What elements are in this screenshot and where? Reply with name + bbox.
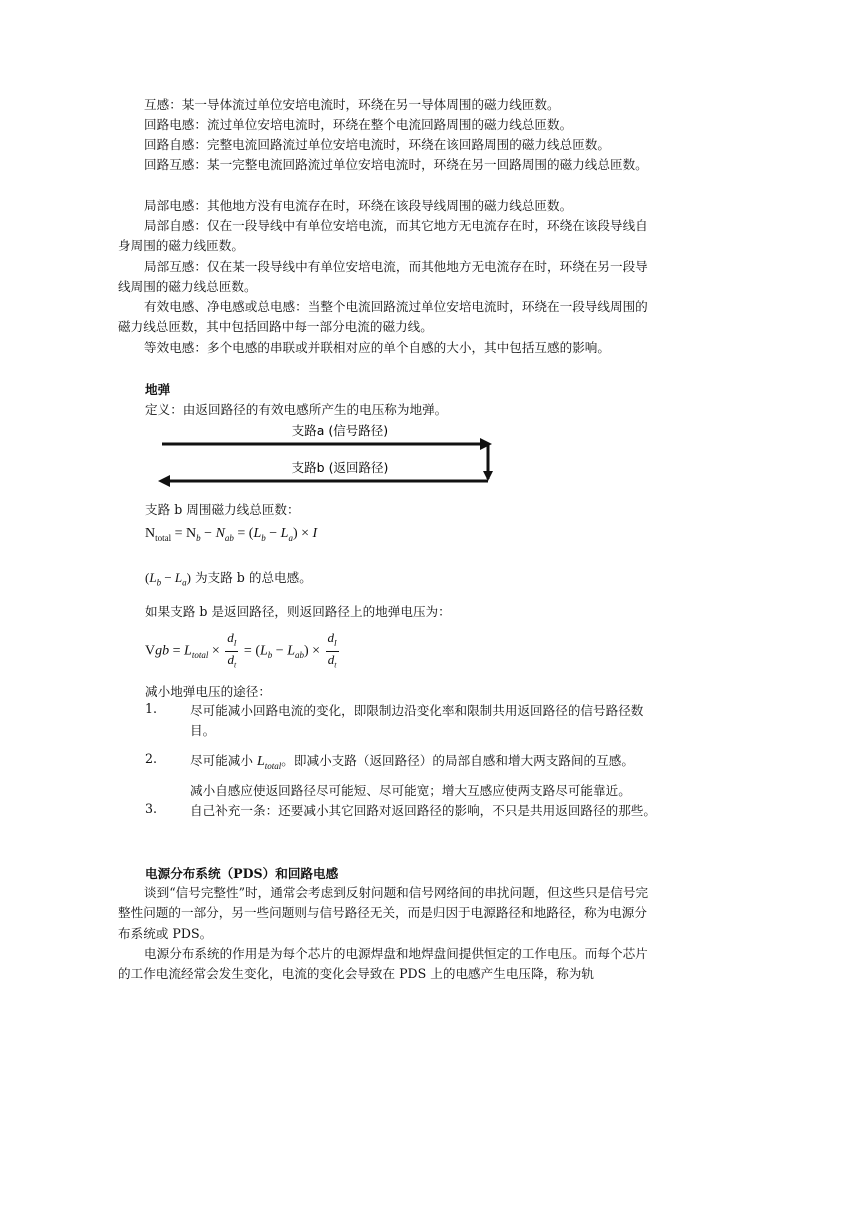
list-item-number: 1. <box>145 701 158 716</box>
list-item-text: 减小自感应使返回路径尽可能短、尽可能宽；增大互感应使两支路尽可能靠近。 <box>190 783 631 798</box>
definition-loop-mutual-inductance: 回路互感：某一完整电流回路流过单位安培电流时，环绕在另一回路周围的磁力线总匝数。 <box>144 157 648 172</box>
branch-b-label: 支路b (返回路径) <box>291 460 389 475</box>
branch-diagram-svg <box>150 415 500 490</box>
equation-ground-bounce-voltage: Vgb = $L_{total}$ × $\frac{d_I}{d_t}$ = $(L_b - L_{ab})$ × $\frac{d_I}{d_t}$ <box>145 630 337 670</box>
section-heading-pds: 电源分布系统（PDS）和回路电感 <box>145 866 339 881</box>
branch-a-arrowhead <box>480 438 492 450</box>
definition-partial-inductance: 局部电感：其他地方没有电流存在时，环绕在该段导线周围的磁力线总匝数。 <box>144 198 573 213</box>
list-item-number: 2. <box>145 751 158 766</box>
definition-partial-self-inductance: 局部自感：仅在一段导线中有单位安培电流，而其它地方无电流存在时，环绕在该段导线自身周围的磁力线匝数。 <box>118 218 648 254</box>
list-item-number: 3. <box>145 801 158 816</box>
branch-a-label: 支路a (信号路径) <box>291 423 389 438</box>
list-item-text: 尽可能减小回路电流的变化，即限制边沿变化率和限制共用返回路径的信号路径数目。 <box>190 703 644 739</box>
definition-loop-self-inductance: 回路自感：完整电流回路流过单位安培电流时，环绕在该回路周围的磁力线总匝数。 <box>144 137 610 152</box>
pds-paragraph: 电源分布系统的作用是为每个芯片的电源焊盘和地焊盘间提供恒定的工作电压。而每个芯片的工作电流经常会发生变化，电流的变化会导致在 PDS 上的电感产生电压降，称为轨 <box>118 946 648 982</box>
definition-effective-inductance: 有效电感、净电感或总电感：当整个电流回路流过单位安培电流时，环绕在一段导线周围的磁力线总匝数，其中包括回路中每一部分电流的磁力线。 <box>118 299 648 335</box>
ground-bounce-definition: 定义：由返回路径的有效电感所产生的电压称为地弹。 <box>145 402 448 417</box>
definition-mutual-inductance: 互感：某一导体流过单位安培电流时，环绕在另一导体周围的磁力线匝数。 <box>144 97 560 112</box>
equation-total-flux: $N_{total} = N_b - N_{ab} = (L_b - L_a) \times I$ <box>145 526 318 543</box>
definition-equivalent-inductance: 等效电感：多个电感的串联或并联相对应的单个自感的大小，其中包括互感的影响。 <box>144 340 610 355</box>
branch-b-arrowhead <box>158 475 170 487</box>
return-path-text: 如果支路 b 是返回路径，则返回路径上的地弹电压为： <box>145 604 451 619</box>
total-inductance-line: $(L_b - L_a)$ 为支路 b 的总电感。 <box>145 570 312 588</box>
reduce-ground-bounce-heading: 减小地弹电压的途径： <box>145 684 271 699</box>
section-heading-ground-bounce: 地弹 <box>145 382 171 397</box>
list-item-text: 自己补充一条：还要减小其它回路对返回路径的影响，不只是共用返回路径的那些。 <box>190 803 656 818</box>
definition-loop-inductance: 回路电感：流过单位安培电流时，环绕在整个电流回路周围的磁力线总匝数。 <box>144 117 573 132</box>
pds-paragraph: 谈到“信号完整性”时，通常会考虑到反射问题和信号网络间的串扰问题，但这些只是信号完整性问题的一部分，另一些问题则与信号路径无关，而是归因于电源路径和地路径，称为电源分布系统或 PDS。 <box>118 885 649 941</box>
definition-partial-mutual-inductance: 局部互感：仅在某一段导线中有单位安培电流，而其他地方无电流存在时，环绕在另一段导线周围的磁力线总匝数。 <box>118 259 648 295</box>
flux-intro-text: 支路 b 周围磁力线总匝数： <box>145 502 300 517</box>
branch-diagram <box>150 415 500 494</box>
list-item-text: 尽可能减小 $L_{total}$。即减小支路（返回路径）的局部自感和增大两支路间的互感。 <box>190 753 634 771</box>
